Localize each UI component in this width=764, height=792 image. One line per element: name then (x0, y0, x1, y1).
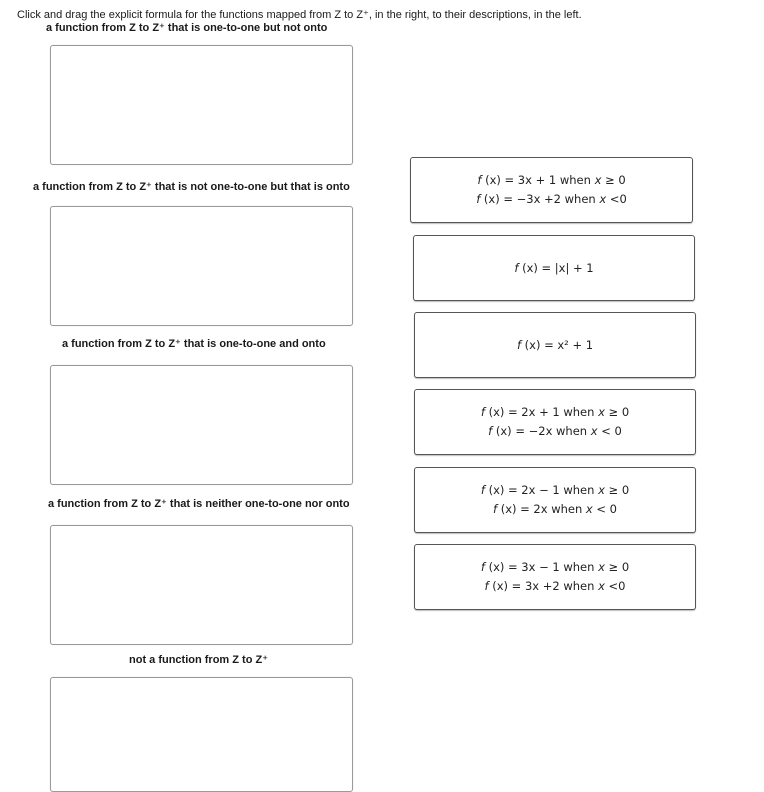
formula-card-2[interactable] (413, 235, 695, 301)
formula-card-1[interactable] (410, 157, 693, 223)
formula-card-4[interactable] (414, 389, 696, 455)
drop-zone-3[interactable] (50, 365, 353, 485)
drop-zone-5[interactable] (50, 677, 353, 792)
formula-line: f (x) = 2x when x < 0 (492, 502, 617, 516)
formula-line: f (x) = 2x + 1 when x ≥ 0 (480, 405, 630, 419)
drop-zone-2[interactable] (50, 206, 353, 326)
formula-card-6[interactable] (414, 544, 696, 610)
formula-line: f (x) = 3x + 1 when x ≥ 0 (477, 173, 626, 187)
description-label-4: a function from Z to Z⁺ that is neither one-to-one nor onto (48, 498, 350, 510)
formula-line: f (x) = 3x +2 when x <0 (484, 579, 626, 593)
description-label-5: not a function from Z to Z⁺ (129, 654, 269, 666)
description-label-2: a function from Z to Z⁺ that is not one-to-one but that is onto (33, 181, 350, 193)
formula-line: f (x) = |x| + 1 (514, 260, 594, 275)
formula-line: f (x) = x² + 1 (516, 337, 594, 352)
formula-line: f (x) = 2x − 1 when x ≥ 0 (480, 483, 630, 497)
formula-line: f (x) = 3x − 1 when x ≥ 0 (480, 560, 630, 574)
description-label-1: a function from Z to Z⁺ that is one-to-one but not onto (46, 22, 328, 34)
formula-card-5[interactable] (414, 467, 696, 533)
instruction-text: Click and drag the explicit formula for the functions mapped from Z to Z⁺, in the right, to their descriptions, in the left. (17, 9, 582, 21)
drop-zone-1[interactable] (50, 45, 353, 165)
formula-line: f (x) = −3x +2 when x <0 (476, 192, 627, 206)
formula-card-3[interactable] (414, 312, 696, 378)
formula-line: f (x) = −2x when x < 0 (488, 424, 622, 438)
drop-zone-4[interactable] (50, 525, 353, 645)
description-label-3: a function from Z to Z⁺ that is one-to-one and onto (62, 338, 326, 350)
